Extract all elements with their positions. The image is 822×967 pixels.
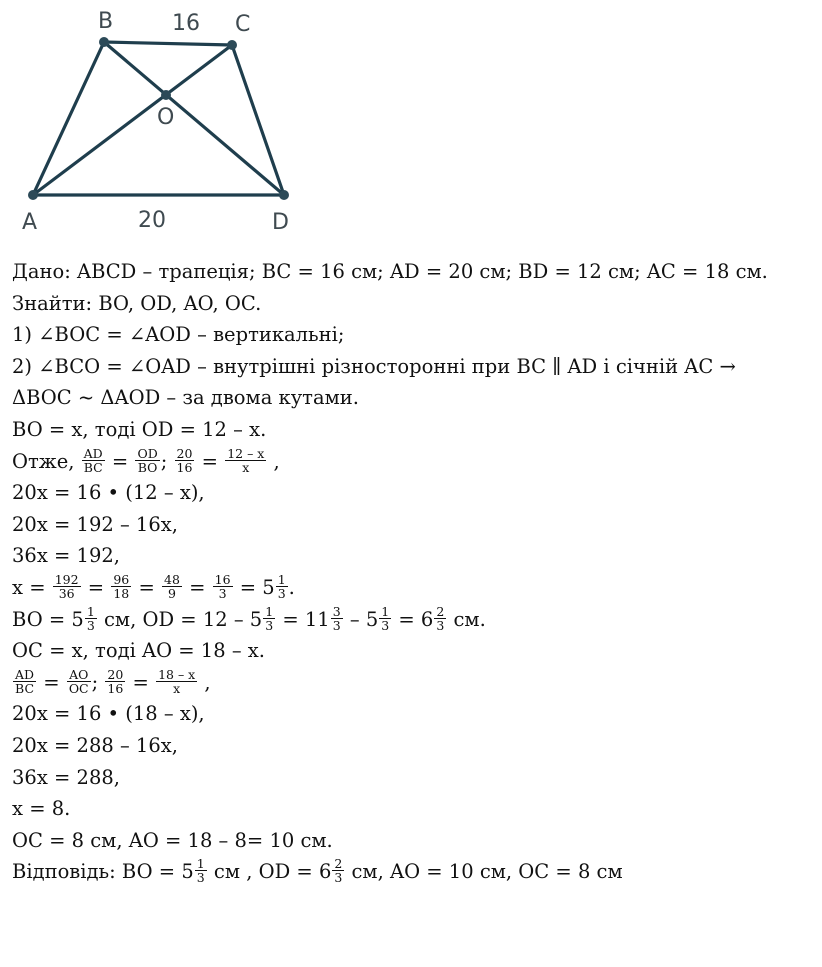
solution-line [12, 288, 818, 320]
fraction [175, 447, 195, 474]
label-a: A [22, 210, 38, 235]
solution-text [12, 256, 818, 888]
fraction-numerator: 18 – x [158, 666, 196, 682]
text-run: см , OD = 6 [207, 860, 332, 884]
text-run: OC = x, тоді AO = 18 – x. [12, 639, 265, 663]
label-b: B [98, 9, 114, 34]
fraction-numerator: 1 [86, 603, 95, 619]
solution-line [12, 509, 818, 541]
solution-line [12, 793, 818, 825]
solution-line [12, 667, 818, 699]
segment-bc [104, 42, 232, 45]
fraction-numerator: 1 [265, 603, 274, 619]
fraction-denominator: 3 [332, 617, 341, 633]
solution-line [12, 635, 818, 667]
text-run: см, AO = 10 см, OC = 8 см [345, 860, 623, 884]
text-run: 20x = 192 – 16x, [12, 512, 178, 536]
text-run: см. [447, 607, 486, 631]
solution-line [12, 446, 818, 478]
fraction-numerator: 16 [214, 571, 231, 587]
text-run: = [105, 449, 135, 473]
fraction-numerator: 96 [113, 571, 130, 587]
text-run: 2) ∠BCO = ∠OAD – внутрішні різносторонні при BC ∥ AD і січній AC → [12, 354, 736, 378]
fraction-numerator: 1 [277, 571, 286, 587]
fraction-numerator: 1 [196, 856, 205, 872]
fraction-denominator: 3 [436, 617, 445, 633]
segment-ab [33, 42, 104, 195]
text-run: = 6 [392, 607, 434, 631]
label-d: D [272, 210, 289, 235]
text-run: , [198, 670, 211, 694]
text-run: Отже, [12, 449, 81, 473]
text-run: = [182, 575, 212, 599]
fraction-denominator: x [242, 459, 250, 475]
solution-line [12, 256, 818, 288]
text-run: ; [160, 449, 174, 473]
solution-line [12, 730, 818, 762]
point-d [279, 190, 289, 200]
fraction [225, 447, 266, 474]
text-run: 36x = 192, [12, 544, 120, 568]
text-run: , [267, 449, 280, 473]
fraction [332, 857, 344, 884]
fraction-numerator: 20 [176, 445, 193, 461]
fraction [379, 605, 391, 632]
text-run: см, OD = 12 – 5 [97, 607, 263, 631]
fraction-numerator: 48 [164, 571, 180, 587]
label-o: O [157, 105, 175, 130]
solution-line [12, 604, 818, 636]
fraction [213, 573, 233, 600]
text-run: BO = 5 [12, 607, 84, 631]
fraction-denominator: 3 [218, 585, 227, 601]
fraction [53, 573, 81, 600]
fraction [276, 573, 288, 600]
fraction [434, 605, 446, 632]
fraction-denominator: 3 [265, 617, 274, 633]
text-run: Знайти: BO, OD, AO, OC. [12, 291, 262, 315]
length-bc: 16 [172, 11, 200, 36]
fraction [105, 668, 125, 695]
length-ad: 20 [138, 208, 166, 233]
fraction [111, 573, 131, 600]
text-run: OC = 8 см, AO = 18 – 8= 10 см. [12, 828, 333, 852]
fraction-numerator: 2 [436, 603, 445, 619]
solution-line [12, 572, 818, 604]
text-run: Дано: ABCD – трапеція; BC = 16 см; AD = 20 см; BD = 12 см; AC = 18 см. [12, 260, 768, 283]
trapezoid-diagram [0, 0, 330, 250]
fraction-denominator: 16 [176, 459, 193, 475]
fraction [13, 668, 36, 695]
point-a [28, 190, 38, 200]
fraction [195, 857, 207, 884]
solution-line [12, 477, 818, 509]
fraction-numerator: 12 – x [227, 445, 265, 461]
text-run: = [37, 670, 66, 694]
text-run: BO = x, тоді OD = 12 – x. [12, 417, 267, 441]
fraction-numerator: 1 [381, 603, 390, 619]
point-c [227, 40, 237, 50]
text-run: – 5 [343, 607, 379, 631]
fraction-denominator: x [173, 680, 181, 696]
fraction-denominator: 3 [381, 617, 390, 633]
fraction-denominator: 3 [86, 617, 95, 633]
fraction-numerator: 20 [107, 666, 124, 682]
fraction [156, 668, 197, 695]
text-run: 20x = 16 • (18 – x), [12, 702, 205, 726]
text-run: = [126, 670, 156, 694]
fraction [162, 573, 182, 600]
text-run: x = 8. [12, 797, 71, 821]
solution-line [12, 856, 818, 888]
text-run: x = [12, 575, 52, 599]
point-o [161, 90, 171, 100]
solution-line [12, 698, 818, 730]
fraction [135, 447, 159, 474]
fraction-numerator: 2 [334, 856, 343, 872]
fraction-numerator: OD [137, 445, 158, 461]
fraction-denominator: BC [83, 459, 103, 475]
label-c: C [235, 12, 251, 37]
fraction-numerator: 192 [54, 571, 79, 587]
fraction-denominator: BO [137, 459, 158, 475]
text-run: ; [91, 670, 105, 694]
text-run: = [132, 575, 161, 599]
solution-line [12, 351, 818, 383]
fraction [331, 605, 343, 632]
text-run: 1) ∠BOC = ∠AOD – вертикальні; [12, 323, 345, 347]
solution-line [12, 414, 818, 446]
fraction [263, 605, 275, 632]
fraction-numerator: 3 [332, 603, 341, 619]
fraction-denominator: 36 [58, 585, 75, 601]
fraction-denominator: BC [15, 680, 35, 696]
fraction-denominator: OC [68, 680, 89, 696]
text-run: Відповідь: BO = 5 [12, 860, 194, 884]
text-run: 36x = 288, [12, 765, 120, 789]
text-run: . [288, 575, 295, 599]
fraction-denominator: 3 [277, 585, 286, 601]
fraction [82, 447, 105, 474]
text-run: ΔBOC ~ ΔAOD – за двома кутами. [12, 386, 359, 410]
solution-line [12, 319, 818, 351]
text-run: = 11 [276, 607, 330, 631]
text-run: = 5 [233, 575, 275, 599]
solution-line [12, 540, 818, 572]
text-run: 20x = 16 • (12 – x), [12, 481, 205, 505]
fraction [67, 668, 91, 695]
fraction-numerator: AD [15, 666, 35, 682]
fraction-denominator: 9 [167, 585, 176, 601]
point-b [99, 37, 109, 47]
text-run: 20x = 288 – 16x, [12, 733, 178, 757]
fraction-denominator: 3 [196, 870, 205, 886]
text-run: = [81, 575, 111, 599]
fraction-numerator: AO [67, 668, 91, 682]
fraction-numerator: AD [83, 445, 103, 461]
solution-line [12, 762, 818, 794]
fraction-denominator: 3 [334, 870, 343, 886]
fraction [85, 605, 97, 632]
fraction-denominator: 16 [107, 680, 124, 696]
solution-line [12, 825, 818, 857]
text-run: = [195, 449, 225, 473]
solution-line [12, 382, 818, 414]
fraction-denominator: 18 [113, 585, 130, 601]
